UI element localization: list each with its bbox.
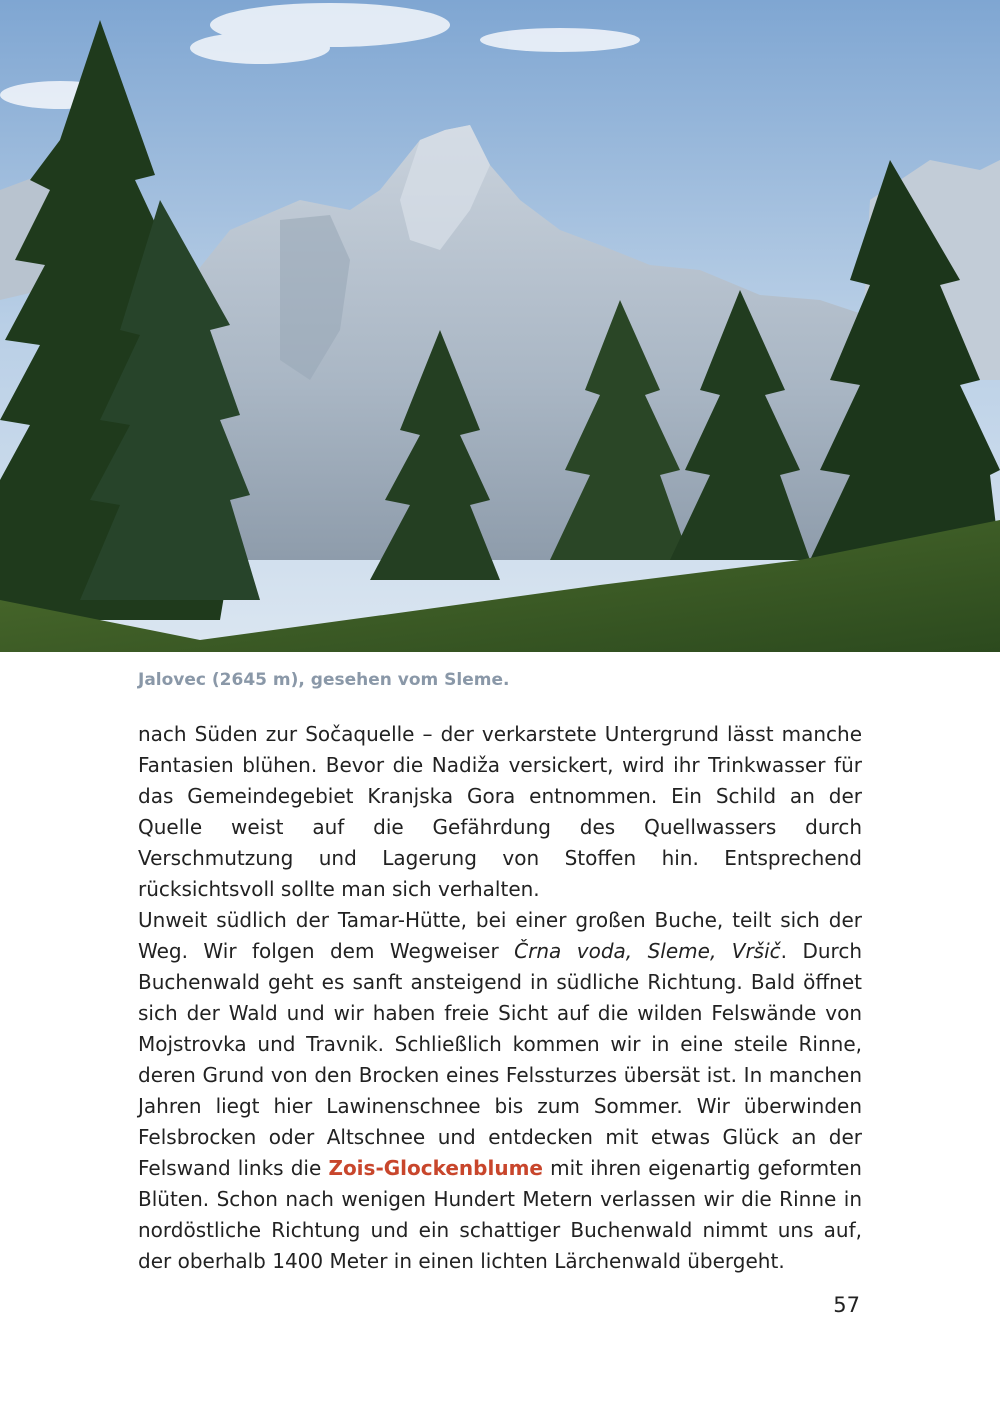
paragraph-2-part-1: Unweit südlich der Tamar-Hütte, bei einer großen Buche, teilt sich der Weg. Wir folgen dem Wegweiser — [138, 908, 862, 963]
paragraph-1: nach Süden zur Sočaquelle – der verkarstete Untergrund lässt manche Fantasien blühen. Bevor die Nadiža versickert, wird ihr Trinkwasser für das Gemeindegebiet Kranjska Gora entnommen. Ein Schild an der Quelle weist auf die Gefährdung des Quellwassers durch Verschmutzung und Lagerung von Stoffen hin. Entsprechend rücksichtsvoll sollte man sich verhalten. — [138, 722, 862, 901]
article-body — [138, 719, 862, 1277]
photo-caption: Jalovec (2645 m), gesehen vom Sleme. — [138, 670, 510, 690]
page-number: 57 — [833, 1293, 860, 1317]
paragraph-2 — [138, 905, 862, 1277]
flower-highlight: Zois-Glockenblume — [328, 1156, 543, 1180]
paragraph-2-part-3: mit ihren eigenartig geformten Blüten. Schon nach wenigen Hundert Metern verlassen wir die Rinne in nordöstliche Richtung und ein schattiger Buchenwald nimmt uns auf, der oberhalb 1400 Meter in einen lichten Lärchenwald übergeht. — [138, 1156, 862, 1273]
landscape-photo — [0, 0, 1000, 652]
signpost-text: Črna voda, Sleme, Vršič — [514, 939, 781, 963]
paragraph-2-part-2: . Durch Buchenwald geht es sanft ansteigend in südliche Richtung. Bald öffnet sich der Wald und wir haben freie Sicht auf die wilden Felswände von Mojstrovka und Travnik. Schließlich kommen wir in eine steile Rinne, deren Grund von den Brocken eines Felssturzes übersät ist. In manchen Jahren liegt hier Lawinenschnee bis zum Sommer. Wir überwinden Felsbrocken oder Altschnee und entdecken mit etwas Glück an der Felswand links die — [138, 939, 863, 1180]
